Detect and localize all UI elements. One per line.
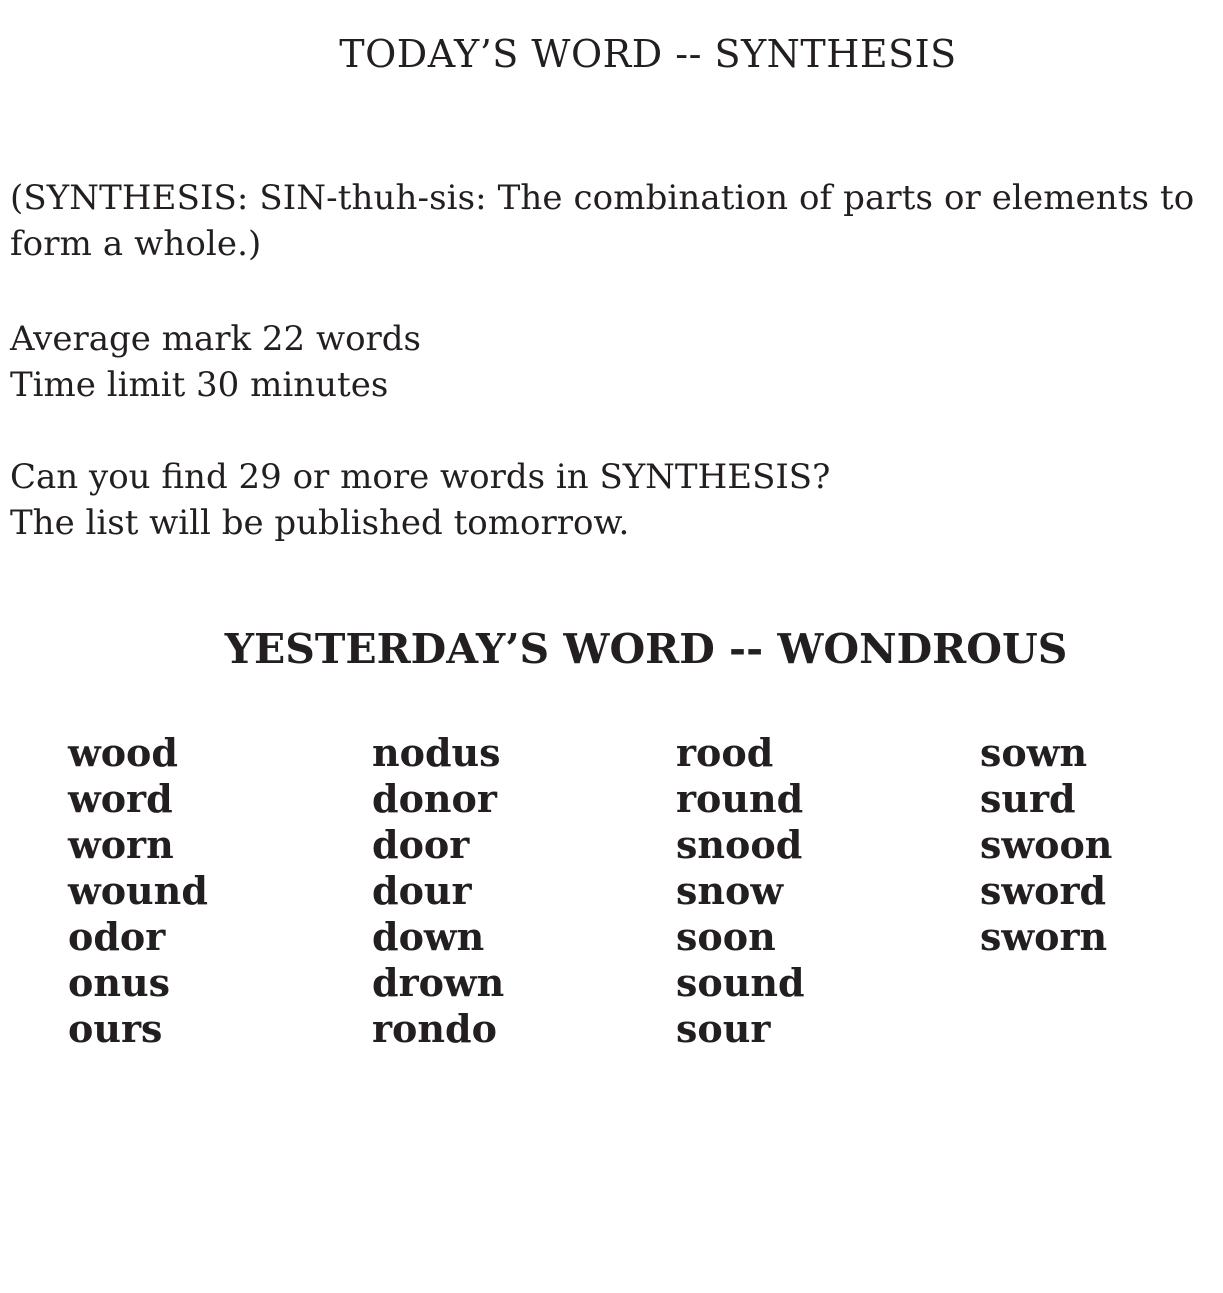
yesterdays-word-title: YESTERDAY’S WORD -- WONDROUS bbox=[224, 625, 1068, 673]
answer-word: sword bbox=[980, 868, 1107, 913]
answer-word: rondo bbox=[372, 1006, 497, 1051]
answer-word: wound bbox=[68, 868, 208, 913]
challenge-text bbox=[10, 454, 830, 546]
answer-word: dour bbox=[372, 868, 472, 913]
word-column bbox=[980, 730, 1223, 960]
answer-word: odor bbox=[68, 914, 166, 959]
answer-word-list bbox=[68, 730, 1208, 1060]
puzzle-stats bbox=[10, 316, 421, 408]
average-mark: Average mark 22 words bbox=[10, 319, 422, 359]
definition-line: (SYNTHESIS: SIN-thuh-sis: The combination of parts or elements to bbox=[10, 178, 1195, 218]
challenge-question: Can you find 29 or more words in SYNTHESIS? bbox=[10, 457, 831, 497]
answer-word: drown bbox=[372, 960, 505, 1005]
answer-word: worn bbox=[68, 822, 174, 867]
answer-word: surd bbox=[980, 776, 1076, 821]
answer-word: snow bbox=[676, 868, 784, 913]
answer-word: door bbox=[372, 822, 470, 867]
answer-word: rood bbox=[676, 730, 774, 775]
answer-word: ours bbox=[68, 1006, 163, 1051]
answer-word: onus bbox=[68, 960, 170, 1005]
answer-word: sour bbox=[676, 1006, 771, 1051]
answer-word: sown bbox=[980, 730, 1088, 775]
word-column bbox=[372, 730, 662, 1052]
word-column bbox=[68, 730, 358, 1052]
answer-word: round bbox=[676, 776, 804, 821]
answer-word: sworn bbox=[980, 914, 1108, 959]
todays-word-title: TODAY’S WORD -- SYNTHESIS bbox=[339, 32, 957, 76]
answer-word: donor bbox=[372, 776, 497, 821]
definition-line: form a whole.) bbox=[10, 224, 262, 264]
answer-word: word bbox=[68, 776, 173, 821]
answer-word: soon bbox=[676, 914, 776, 959]
answer-word: swoon bbox=[980, 822, 1113, 867]
time-limit: Time limit 30 minutes bbox=[10, 365, 389, 405]
publish-note: The list will be published tomorrow. bbox=[10, 503, 630, 543]
answer-word: nodus bbox=[372, 730, 501, 775]
answer-word: wood bbox=[68, 730, 178, 775]
word-definition bbox=[10, 175, 1215, 267]
answer-word: down bbox=[372, 914, 485, 959]
word-column bbox=[676, 730, 966, 1052]
answer-word: snood bbox=[676, 822, 803, 867]
answer-word: sound bbox=[676, 960, 805, 1005]
